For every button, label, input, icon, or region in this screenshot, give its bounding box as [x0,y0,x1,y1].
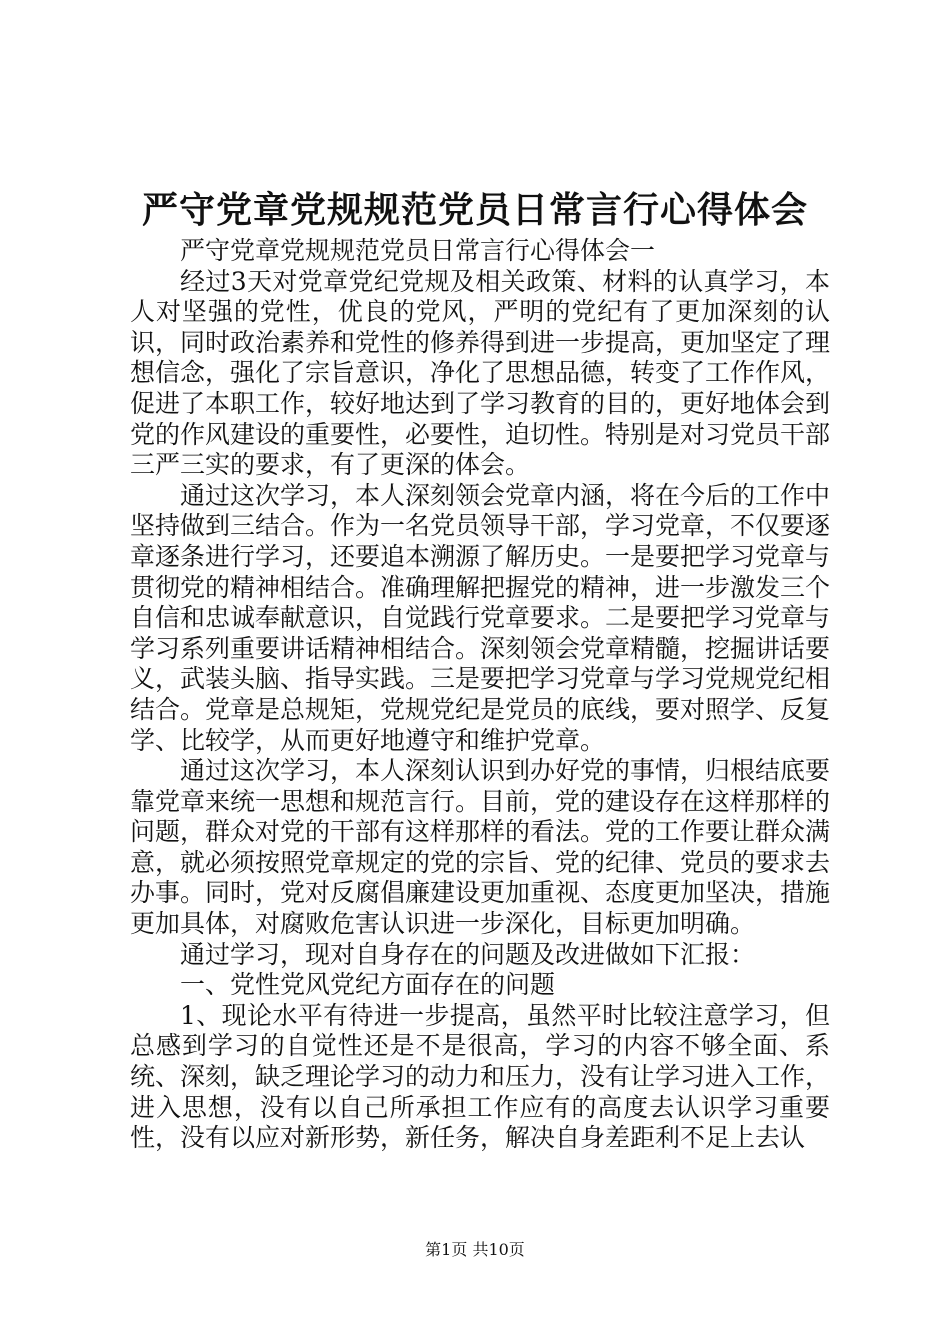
paragraph: 通过这次学习，本人深刻领会党章内涵，将在今后的工作中坚持做到三结合。作为一名党员领导干部，学习党章，不仅要逐章逐条进行学习，还要追本溯源了解历史。一是要把学习党章与贯彻党的精神相结合。准确理解把握党的精神，进一步激发三个自信和忠诚奉献意识，自觉践行党章要求。二是要把学习党章与学习系列重要讲话精神相结合。深刻领会党章精髓，挖掘讲话要义，武装头脑、指导实践。三是要把学习党章与学习党规党纪相结合。党章是总规矩，党规党纪是党员的底线，要对照学、反复学、比较学，从而更好地遵守和维护党章。 [130,480,831,755]
document-body [130,236,830,1154]
paragraph: 通过这次学习，本人深刻认识到办好党的事情，归根结底要靠党章来统一思想和规范言行。目前，党的建设存在这样那样的问题，群众对党的干部有这样那样的看法。党的工作要让群众满意，就必须按照党章规定的党的宗旨、党的纪律、党员的要求去办事。同时，党对反腐倡廉建设更加重视、态度更加坚决，措施更加具体，对腐败危害认识进一步深化，目标更加明确。 [130,756,831,939]
page-number-footer: 第1页 共10页 [425,1240,525,1259]
paragraph: 通过学习，现对自身存在的问题及改进做如下汇报： [180,939,756,969]
paragraph-subtitle: 严守党章党规规范党员日常言行心得体会一 [180,236,656,265]
paragraph: 1、现论水平有待进一步提高，虽然平时比较注意学习，但总感到学习的自觉性还是不是很高，学习的内容不够全面、系统、深刻，缺乏理论学习的动力和压力，没有让学习进入工作，进入思想，没有以自己所承担工作应有的高度去认识学习重要性，没有以应对新形势，新任务，解决自身差距利不足上去认 [130,1000,831,1153]
paragraph: 经过3天对党章党纪党规及相关政策、材料的认真学习，本人对坚强的党性，优良的党风，严明的党纪有了更加深刻的认识，同时政治素养和党性的修养得到进一步提高，更加坚定了理想信念，强化了宗旨意识，净化了思想品德，转变了工作作风，促进了本职工作，较好地达到了学习教育的目的，更好地体会到党的作风建设的重要性，必要性，迫切性。特别是对习党员干部三严三实的要求，有了更深的体会。 [130,266,831,480]
section-heading: 一、党性党风党纪方面存在的问题 [180,970,556,1000]
document-title: 严守党章党规规范党员日常言行心得体会 [141,189,808,231]
